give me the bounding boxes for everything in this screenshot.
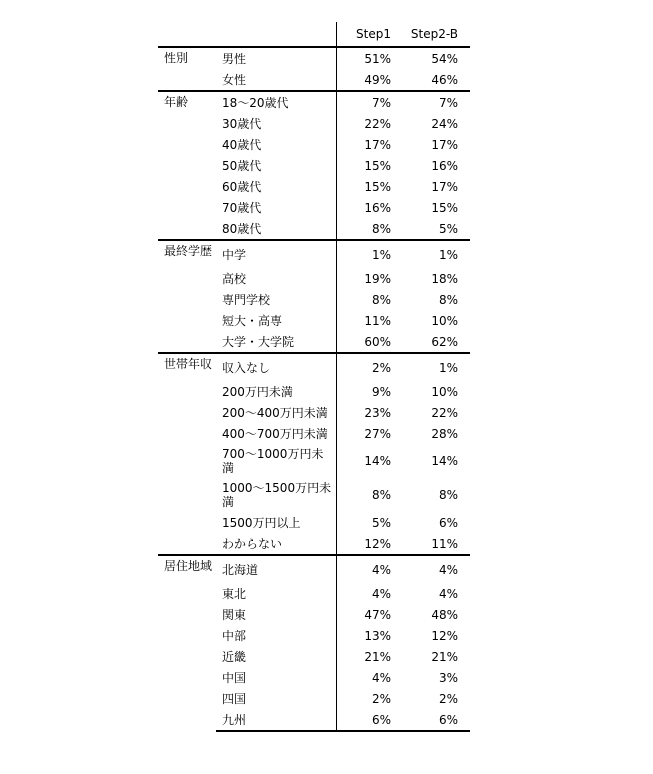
row-label: 1500万円以上 [222, 515, 301, 530]
row-label: 400～700万円未満 [222, 426, 328, 441]
row-label: 中部 [222, 628, 247, 643]
step2b-value: 10% [431, 384, 458, 399]
step1-value: 15% [336, 176, 403, 197]
row-label: 専門学校 [222, 292, 271, 307]
step2b-value: 22% [431, 405, 458, 420]
category-label: 性別 [158, 47, 216, 91]
step2b-value: 2% [438, 691, 458, 706]
step2b-value: 28% [431, 426, 458, 441]
step2b-value: 14% [431, 454, 458, 468]
row-label: 短大・高専 [222, 313, 283, 328]
step1-value: 16% [336, 197, 403, 218]
step1-value: 13% [336, 625, 403, 646]
step1-value: 17% [336, 134, 403, 155]
row-label: 北海道 [216, 555, 336, 583]
category-label: 居住地域 [158, 555, 216, 731]
step2b-value: 24% [431, 116, 458, 131]
category-label: 年齢 [158, 91, 216, 240]
step2b-value: 5% [438, 221, 458, 236]
row-label: わからない [222, 536, 283, 551]
step2b-value: 8% [438, 488, 458, 502]
row-label: 四国 [222, 691, 247, 706]
step2b-value: 46% [431, 72, 458, 87]
step2b-value: 4% [438, 586, 458, 601]
step1-value: 12% [336, 533, 403, 555]
row-label: 200～400万円未満 [222, 405, 328, 420]
row-label: 大学・大学院 [222, 334, 295, 349]
step2b-value: 1% [403, 240, 470, 268]
step1-value: 6% [336, 709, 403, 731]
step1-value: 8% [336, 289, 403, 310]
step1-value: 5% [336, 512, 403, 533]
table-row [158, 555, 470, 583]
step1-value: 1% [336, 240, 403, 268]
step1-value: 9% [336, 381, 403, 402]
step2b-value: 4% [403, 555, 470, 583]
step1-value: 7% [336, 91, 403, 113]
category-label: 世帯年収 [158, 353, 216, 555]
column-header-step1: Step1 [336, 22, 403, 47]
row-label: 700～1000万円未満 [222, 447, 324, 475]
step2b-value: 6% [438, 515, 458, 530]
step1-value: 8% [336, 478, 403, 512]
step1-value: 2% [336, 688, 403, 709]
step1-value: 4% [336, 667, 403, 688]
row-label: 中学 [216, 240, 336, 268]
table-row [158, 240, 470, 268]
row-label: 東北 [222, 586, 247, 601]
step1-value: 49% [336, 69, 403, 91]
row-label: 関東 [222, 607, 247, 622]
step2b-value: 6% [403, 709, 470, 731]
row-label: 男性 [216, 47, 336, 69]
step2b-value: 17% [431, 179, 458, 194]
step1-value: 47% [336, 604, 403, 625]
column-header-step2b: Step2-B [410, 27, 458, 41]
step2b-value: 48% [431, 607, 458, 622]
step1-value: 22% [336, 113, 403, 134]
step2b-value: 11% [431, 536, 458, 551]
row-label: 30歳代 [222, 116, 262, 131]
row-label: 1000～1500万円未満 [222, 481, 332, 509]
row-label: 近畿 [222, 649, 247, 664]
step1-value: 23% [336, 402, 403, 423]
step2b-value: 8% [438, 292, 458, 307]
step2b-value: 12% [431, 628, 458, 643]
step2b-value: 10% [431, 313, 458, 328]
step2b-value: 62% [431, 334, 458, 349]
row-label: 200万円未満 [222, 384, 293, 399]
row-label: 50歳代 [222, 158, 262, 173]
row-label: 70歳代 [222, 200, 262, 215]
step2b-value: 15% [431, 200, 458, 215]
step1-value: 51% [336, 47, 403, 69]
step1-value: 4% [336, 583, 403, 604]
table-row [158, 47, 470, 69]
step1-value: 4% [336, 555, 403, 583]
header-blank-cell [158, 22, 336, 47]
row-label: 中国 [222, 670, 247, 685]
step2b-value: 54% [403, 47, 470, 69]
row-label: 収入なし [216, 353, 336, 381]
step1-value: 60% [336, 331, 403, 353]
row-label: 18～20歳代 [216, 91, 336, 113]
step1-value: 27% [336, 423, 403, 444]
step1-value: 19% [336, 268, 403, 289]
step2b-value: 17% [431, 137, 458, 152]
step1-value: 15% [336, 155, 403, 176]
step1-value: 14% [336, 444, 403, 478]
category-label: 最終学歴 [158, 240, 216, 353]
demographics-table [158, 22, 470, 732]
step2b-value: 3% [438, 670, 458, 685]
step2b-value: 21% [431, 649, 458, 664]
row-label: 40歳代 [222, 137, 262, 152]
table-row [158, 91, 470, 113]
table-row [158, 353, 470, 381]
step2b-value: 7% [403, 91, 470, 113]
step2b-value: 16% [431, 158, 458, 173]
step1-value: 21% [336, 646, 403, 667]
step1-value: 11% [336, 310, 403, 331]
row-label: 九州 [216, 709, 336, 731]
step2b-value: 1% [403, 353, 470, 381]
step1-value: 2% [336, 353, 403, 381]
header-row [158, 22, 470, 47]
row-label: 高校 [222, 271, 247, 286]
step1-value: 8% [336, 218, 403, 240]
row-label: 女性 [222, 72, 247, 87]
step2b-value: 18% [431, 271, 458, 286]
row-label: 80歳代 [222, 221, 262, 236]
row-label: 60歳代 [222, 179, 262, 194]
